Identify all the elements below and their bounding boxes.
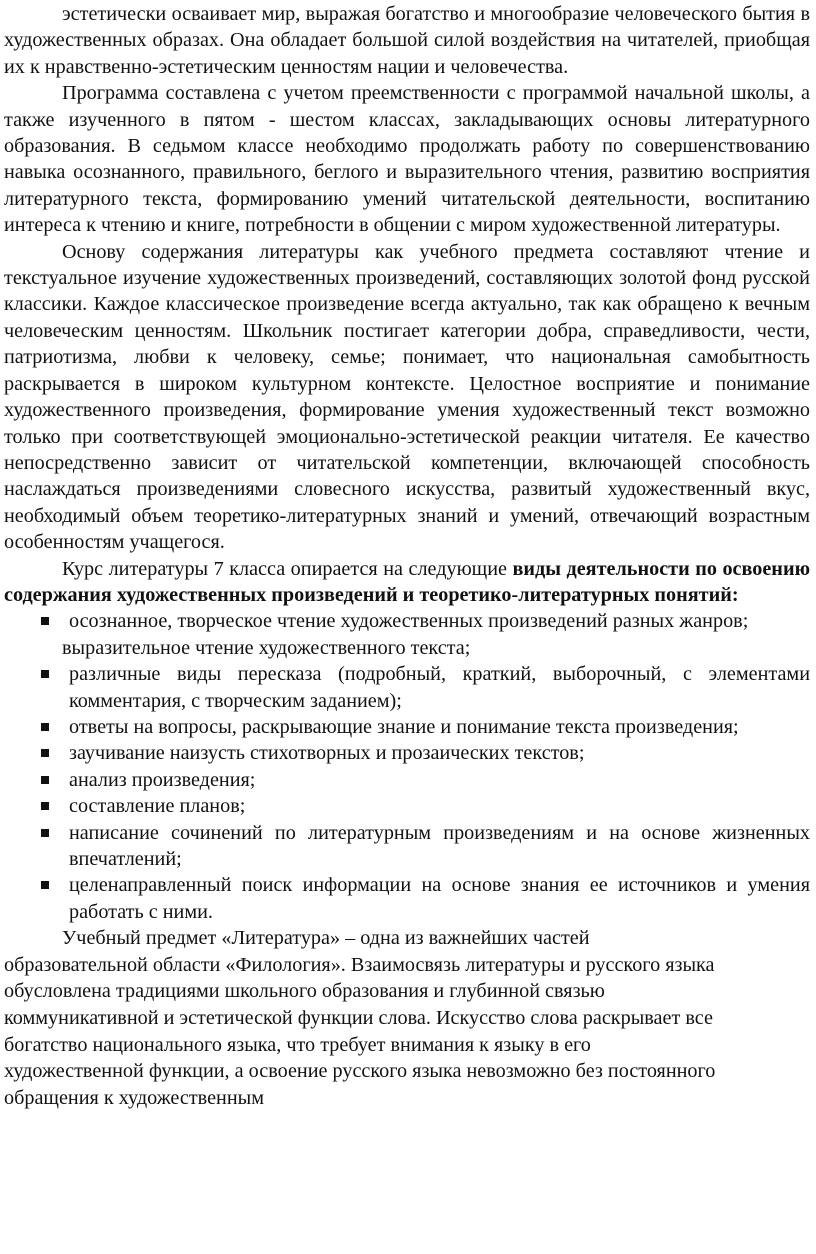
- list-item: [4, 767, 810, 793]
- list-item-text: составление планов;: [69, 795, 246, 818]
- course-intro-text: Курс литературы 7 класса опирается на следующие: [62, 557, 513, 580]
- list-item: [4, 714, 810, 740]
- list-item-text: анализ произведения;: [69, 768, 256, 791]
- square-bullet-icon: [41, 881, 49, 889]
- list-item-text: ответы на вопросы, раскрывающие знание и понимание текста произведения;: [69, 715, 739, 738]
- square-bullet-icon: [41, 723, 49, 731]
- list-item-text: целенаправленный поиск информации на основе знания ее источников и умения работать с ними.: [69, 874, 810, 923]
- closing-line-5: богатство национального языка, что требует внимания к языку в его: [4, 1033, 591, 1056]
- list-plain-line: выразительное чтение художественного текста;: [62, 636, 471, 659]
- square-bullet-icon: [41, 802, 49, 810]
- paragraph-subject-role: [4, 925, 810, 1111]
- list-item-text: различные виды пересказа (подробный, краткий, выборочный, с элементами комментария, с творческим заданием);: [69, 663, 810, 712]
- closing-line-3: обусловлена традициями школьного образования и глубинной связью: [4, 980, 605, 1003]
- list-item-text: осознанное, творческое чтение художественных произведений разных жанров;: [69, 610, 749, 633]
- closing-line-7: обращения к художественным: [4, 1086, 264, 1109]
- square-bullet-icon: [41, 749, 49, 757]
- list-item: [4, 608, 810, 634]
- list-item: [4, 661, 810, 714]
- paragraph-intro: эстетически осваивает мир, выражая богатство и многообразие человеческого бытия в художественных образах. Она обладает большой силой воздействия на читателей, приобщая их к нравственно-эстетическим ценностям нации и человечества.: [4, 3, 810, 78]
- list-item: [4, 872, 810, 925]
- list-item-text: заучивание наизусть стихотворных и прозаических текстов;: [69, 742, 585, 765]
- paragraph-program: Программа составлена с учетом преемственности с программой начальной школы, а также изученного в пятом - шестом классах, закладывающих основы литературного образования. В седьмом классе необходимо продолжать работу по совершенствованию навыка осознанного, правильного, беглого и выразительного чтения, развитию восприятия литературного текста, формированию умений читательской деятельности, воспитанию интереса к чтению и книге, потребности в общении с миром художественной литературы.: [4, 82, 810, 237]
- course-activities-heading: виды деятельности по освоению содержания художественных произведений и теоретико-литературных понятий:: [4, 557, 811, 606]
- paragraph-content-basis: Основу содержания литературы как учебного предмета составляют чтение и текстуальное изучение художественных произведений, составляющих золотой фонд русской классики. Каждое классическое произведение всегда актуально, так как обращено к вечным человеческим ценностям. Школьник постигает категории добра, справедливости, чести, патриотизма, любви к человеку, семье; понимает, что национальная самобытность раскрывается в широком культурном контексте. Целостное восприятие и понимание художественного произведения, формирование умения художественный текст возможно только при соответствующей эмоционально-эстетической реакции читателя. Ее качество непосредственно зависит от читательской компетенции, включающей способность наслаждаться произведениями словесного искусства, развитый художественный вкус, необходимый объем теоретико-литературных знаний и умений, отвечающий возрастным особенностям учащегося.: [4, 240, 810, 554]
- activities-list-continued: [4, 661, 810, 925]
- square-bullet-icon: [41, 829, 49, 837]
- closing-line-2: образовательной области «Филология». Взаимосвязь литературы и русского языка: [4, 953, 715, 976]
- list-item: [4, 740, 810, 766]
- square-bullet-icon: [41, 670, 49, 678]
- square-bullet-icon: [41, 776, 49, 784]
- closing-line-1: Учебный предмет «Литература» – одна из важнейших частей: [62, 927, 590, 950]
- square-bullet-icon: [41, 617, 49, 625]
- paragraph-course-activities: [4, 556, 810, 609]
- list-item-text: написание сочинений по литературным произведениям и на основе жизненных впечатлений;: [69, 821, 810, 870]
- activities-list: [4, 608, 810, 634]
- list-item: [4, 793, 810, 819]
- closing-line-4: коммуникативной и эстетической функции слова. Искусство слова раскрывает все: [4, 1007, 713, 1029]
- closing-line-6: художественной функции, а освоение русского языка невозможно без постоянного: [4, 1060, 716, 1083]
- list-item: [4, 820, 810, 873]
